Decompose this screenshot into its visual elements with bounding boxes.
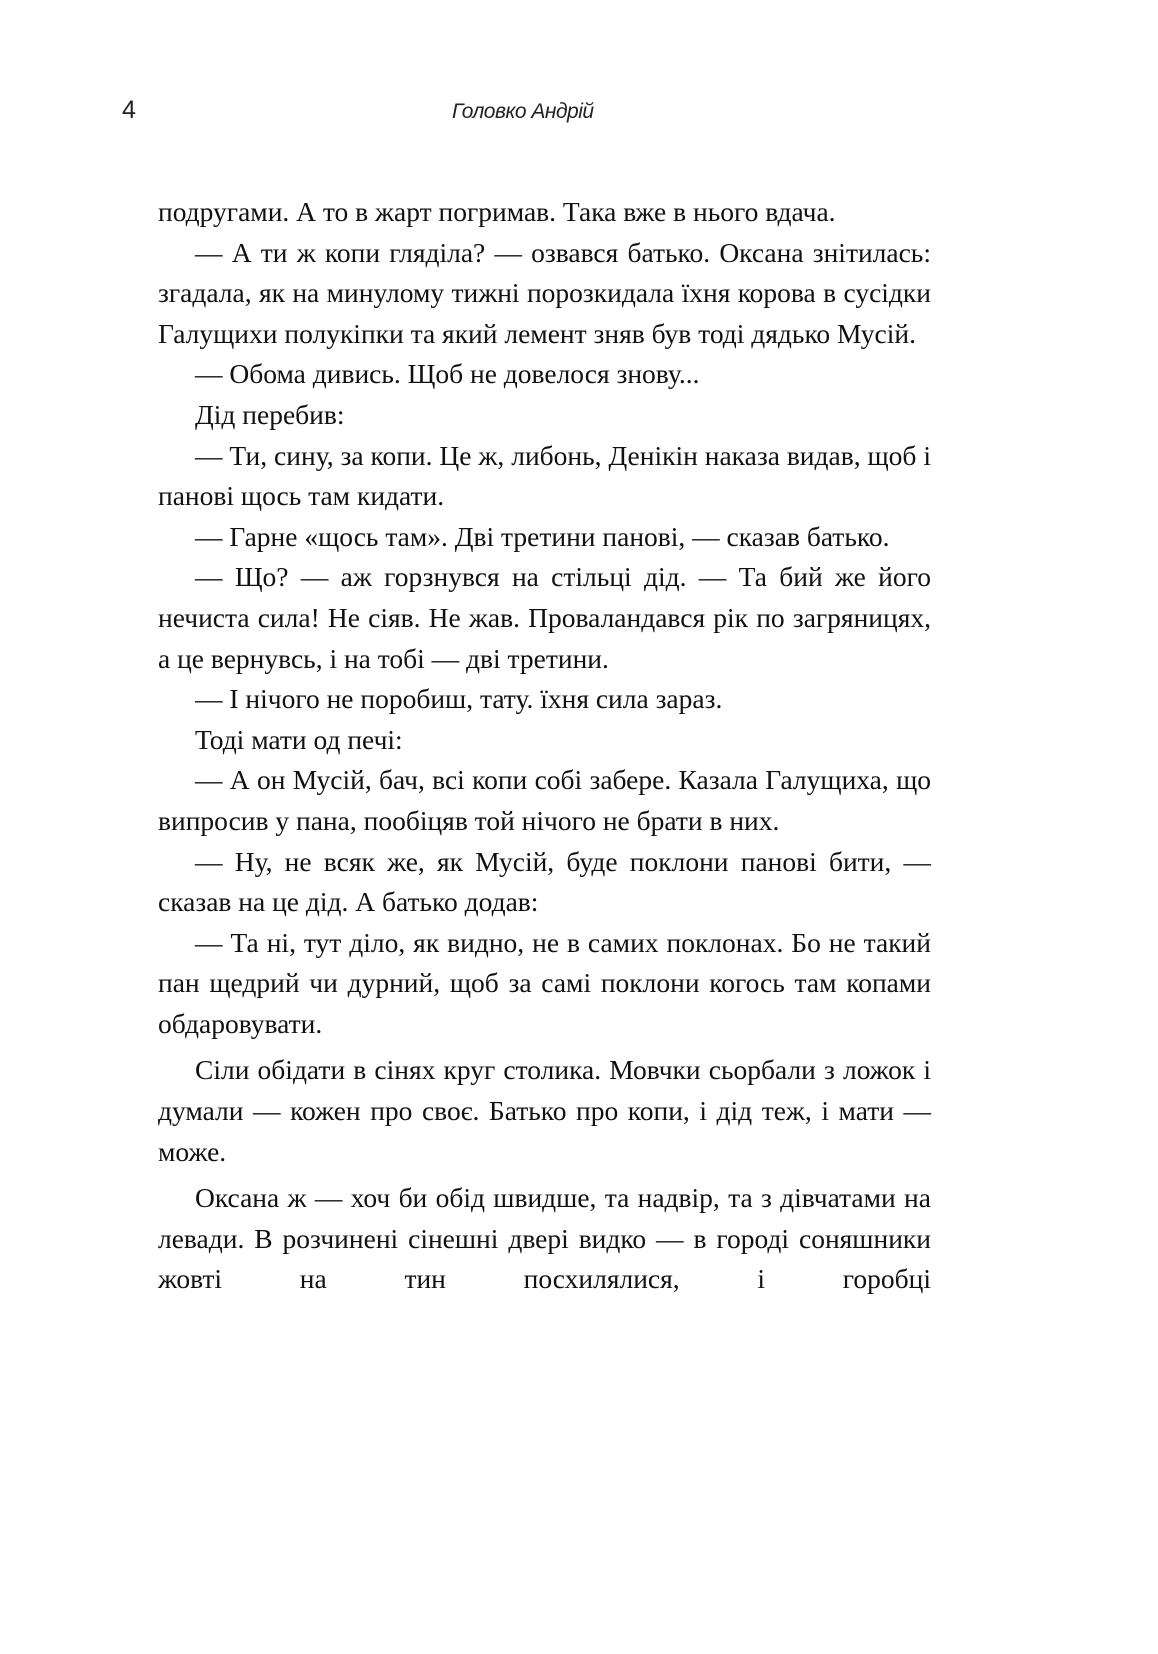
running-head-author: Головко Андрій: [452, 100, 594, 123]
paragraph: Тоді мати од печі:: [195, 723, 403, 755]
paragraph: — І нічого не поробиш, тату. їхня сила зараз.: [195, 683, 723, 715]
paragraph: подругами. А то в жарт погримав. Така вже в нього вдача.: [158, 196, 836, 227]
paragraph: Сіли обідати в сінях круг столика. Мовчки сьорбали з ложок і думали — кожен про своє. Батько про копи, і дід теж, і мати — може.: [158, 1054, 931, 1167]
page-number: 4: [122, 96, 136, 124]
paragraph: — А ти ж копи гляділа? — озвався батько. Оксана знітилась: згадала, як на минулому тижні порозкидала їхня корова в сусідки Галущихи полукіпки та який лемент зняв був тоді дядько Мусій.: [158, 236, 931, 349]
paragraph: Дід перебив:: [195, 398, 345, 430]
paragraph: Оксана ж — хоч би обід швидше, та надвір, та з дівчатами на левади. В розчинені сінешні двері видко — в городі соняшники жовті на тин посхилялися, і горобці: [158, 1182, 931, 1295]
body-text: [158, 192, 931, 1300]
paragraph: — Та ні, тут діло, як видно, не в самих поклонах. Бо не такий пан щедрий чи дурний, щоб за самі поклони когось там копами обдаровувати.: [158, 926, 931, 1039]
paragraph: — Що? — аж горзнувся на стільці дід. — Та бий же його нечиста сила! Не сіяв. Не жав. Проваландався рік по загряницях, а це вернувсь, і на тобі — дві третини.: [158, 561, 931, 674]
page-header: [0, 96, 1158, 136]
paragraph: — А он Мусій, бач, всі копи собі забере. Казала Галущиха, що випросив у пана, пообіцяв той нічого не брати в них.: [158, 764, 931, 836]
paragraph: — Ти, сину, за копи. Це ж, либонь, Денікін наказа видав, щоб і панові щось там кидати.: [158, 439, 931, 512]
paragraph: — Ну, не всяк же, як Мусій, буде поклони панові бити, — сказав на це дід. А батько додав:: [158, 845, 931, 918]
paragraph: — Гарне «щось там». Дві третини панові, — сказав батько.: [195, 520, 890, 552]
paragraph: — Обома дивись. Щоб не довелося знову...: [195, 358, 700, 390]
